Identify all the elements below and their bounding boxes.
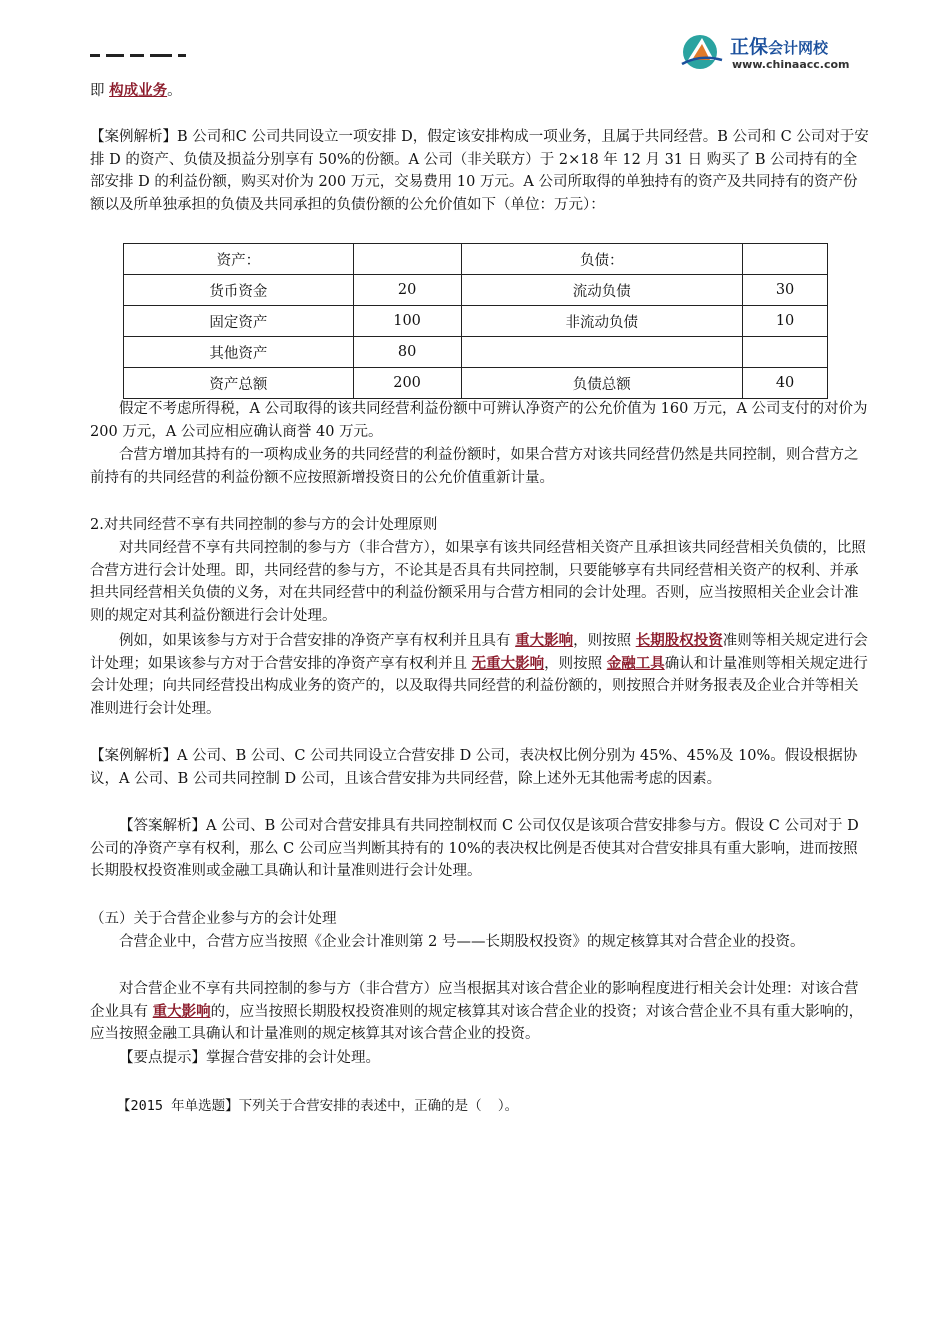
- table-cell: 20: [353, 275, 461, 306]
- table-cell: 货币资金: [124, 275, 354, 306]
- brand-main: 正保: [730, 36, 769, 58]
- brand-url: www.chinaacc.com: [732, 58, 850, 71]
- case-analysis-1: 【案例解析】B 公司和C 公司共同设立一项安排 D，假定该安排构成一项业务，且属于共同经营。B 公司和 C 公司对于安排 D 的资产、负债及损益分别享有 50%的份额。A 公司（非关联方）于 2×18 年 12 月 31 日 购买了 B 公司持有的全部安排 D 的利益份额，购买对价为 200 万元，交易费用 10 万元。A 公司所取得的单独持有的资产及共同持有的资产份额以及所单独承担的负债及共同承担的负债份额的公允价值如下（单位：万元）：: [90, 129, 869, 213]
- table-row: [124, 306, 828, 337]
- section-2-body: 对共同经营不享有共同控制的参与方（非合营方），如果享有该共同经营相关资产且承担该共同经营相关负债的，比照合营方进行会计处理。即，共同经营的参与方，不论其是否具有共同控制，只要能够享有共同经营相关资产的权利、并承担共同经营相关负债的义务，对在共同经营中的利益份额采用与合营方相同的会计处理。否则，应当按照相关企业会计准则的规定对其利益份额进行会计处理。: [90, 540, 866, 624]
- table-cell: [461, 337, 743, 368]
- highlight-business[interactable]: 构成业务: [109, 82, 168, 99]
- key-point-tip: 【要点提示】掌握合营安排的会计处理。: [119, 1050, 380, 1066]
- section-5-title: （五）关于合营企业参与方的会计处理: [90, 911, 337, 927]
- remeasure-paragraph: 合营方增加其持有的一项构成业务的共同经营的利益份额时，如果合营方对该共同经营仍然是共同控制，则合营方之前持有的共同经营的利益份额不应按照新增投资日的公允价值重新计量。: [90, 447, 859, 486]
- table-cell: [743, 337, 828, 368]
- table-cell: 80: [353, 337, 461, 368]
- table-cell: 固定资产: [124, 306, 354, 337]
- highlight-financial-instruments[interactable]: 金融工具: [606, 654, 665, 672]
- table-cell: 非流动负债: [461, 306, 743, 337]
- section-2-example: 例如，如果该参与方对于合营安排的净资产享有权利并且具有 重大影响，则按照 长期股权投资准则等相关规定进行会计处理；如果该参与方对于合营安排的净资产享有权利并且 无重大影响，则按照 金融工具确认和计量准则等相关规定进行会计处理；向共同经营投出构成业务的资产的，以及取得共同经营的利益份额的，则按照合并财务报表及企业合并等相关准则进行会计处理。: [90, 632, 868, 717]
- table-cell: 40: [743, 368, 828, 399]
- table-row: [124, 275, 828, 306]
- table-row: [124, 368, 828, 399]
- table-cell: 负债总额: [461, 368, 743, 399]
- table-cell: 资产总额: [124, 368, 354, 399]
- highlight-significant-influence-2[interactable]: 重大影响: [152, 1002, 211, 1020]
- brand-sub: 会计网校: [768, 39, 829, 57]
- table-row: [124, 337, 828, 368]
- table-cell: 200: [353, 368, 461, 399]
- goodwill-paragraph: 假定不考虑所得税，A 公司取得的该共同经营利益份额中可辨认净资产的公允价值为 160 万元，A 公司支付的对价为 200 万元，A 公司应相应确认商誉 40 万元。: [90, 401, 873, 440]
- table-cell: 100: [353, 306, 461, 337]
- brand-name: [730, 32, 828, 59]
- highlight-long-term-equity[interactable]: 长期股权投资: [635, 632, 723, 649]
- table-cell: 资产：: [124, 244, 354, 275]
- brand-logo: [678, 26, 878, 76]
- exam-question: 【2015 年单选题】下列关于合营安排的表述中，正确的是（ ）。: [117, 1098, 519, 1114]
- fair-value-table: [123, 243, 828, 399]
- case-analysis-2: 【案例解析】A 公司、B 公司、C 公司共同设立合营安排 D 公司，表决权比例分别为 45%、45%及 10%。假设根据协议，A 公司、B 公司共同控制 D 公司，且该合营安排为共同经营，除上述外无其他需考虑的因素。: [90, 748, 858, 787]
- highlight-significant-influence[interactable]: 重大影响: [515, 632, 574, 649]
- section-2-title: 2.对共同经营不享有共同控制的参与方的会计处理原则: [90, 517, 438, 533]
- answer-analysis: 【答案解析】A 公司、B 公司对合营安排具有共同控制权而 C 公司仅仅是该项合营安排参与方。假设 C 公司对于 D 公司的净资产享有权利，那么 C 公司应当判断其持有的 10%的表决权比例是否使其对合营安排具有重大影响，进而按照长期股权投资准则或金融工具确认和计量准则进行会计处理。: [90, 818, 864, 879]
- table-cell: 负债：: [461, 244, 743, 275]
- table-cell: 其他资产: [124, 337, 354, 368]
- table-cell: [353, 244, 461, 275]
- cut-off-text-line: [90, 52, 210, 58]
- intro-line: 即 构成业务。: [90, 82, 182, 99]
- table-cell: [743, 244, 828, 275]
- brand-emblem-icon: [678, 30, 724, 70]
- table-cell: 10: [743, 306, 828, 337]
- section-5-p2: 对合营企业不享有共同控制的参与方（非合营方）应当根据其对该合营企业的影响程度进行相关会计处理：对该合营企业具有 重大影响的，应当按照长期股权投资准则的规定核算其对该合营企业的投资；对该合营企业不具有重大影响的，应当按照金融工具确认和计量准则的规定核算其对该合营企业的投资。: [90, 981, 864, 1042]
- highlight-no-significant-influence[interactable]: 无重大影响: [471, 654, 545, 672]
- table-cell: 30: [743, 275, 828, 306]
- section-5-p1: 合营企业中，合营方应当按照《企业会计准则第 2 号——长期股权投资》的规定核算其对合营企业的投资。: [119, 934, 805, 950]
- table-cell: 流动负债: [461, 275, 743, 306]
- table-row: [124, 244, 828, 275]
